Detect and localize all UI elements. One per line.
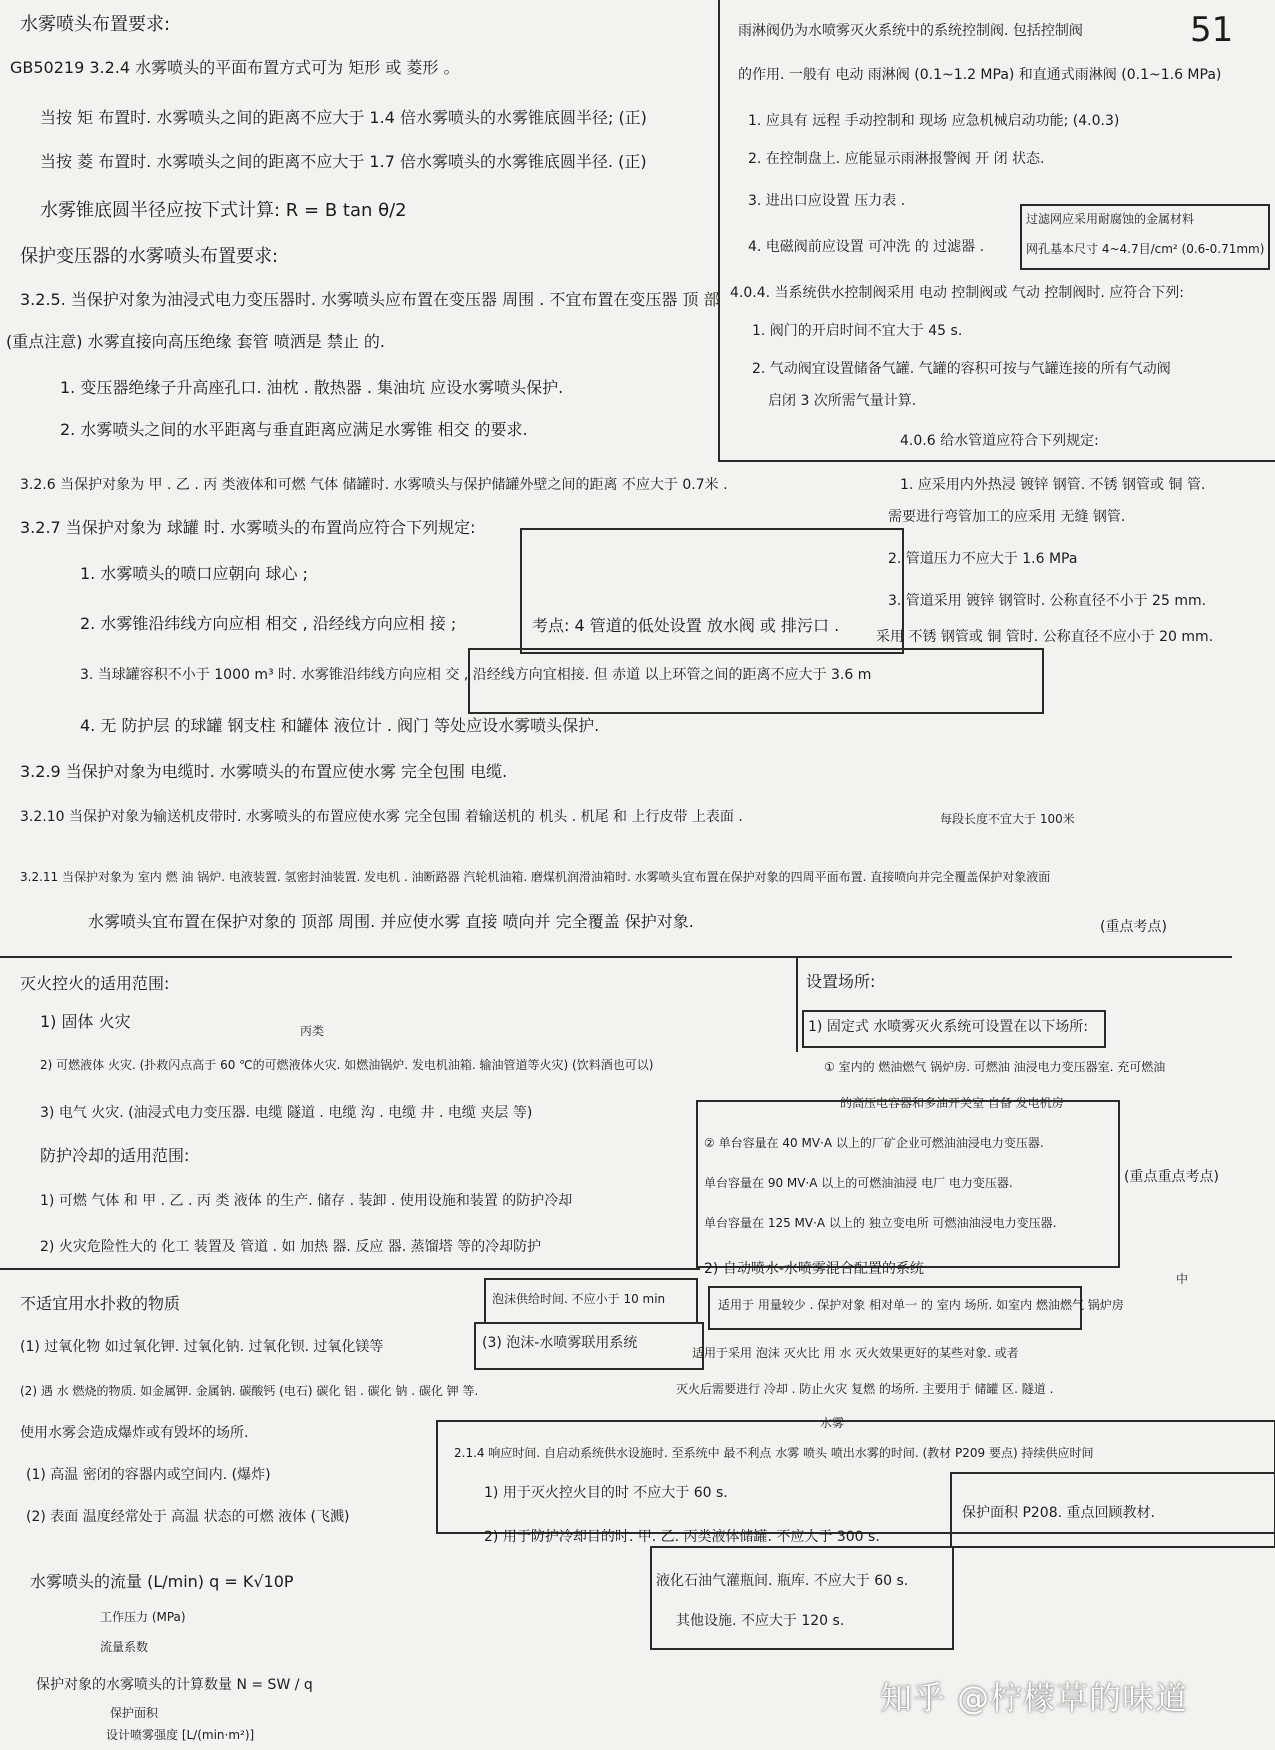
note-line: 2. 管道压力不应大于 1.6 MPa [888, 551, 1078, 567]
key-point-tag: (重点重点考点) [1124, 1169, 1219, 1185]
note-line: 设计喷雾强度 [L/(min·m²)] [106, 1728, 255, 1742]
section-title-locations: 设置场所: [806, 972, 876, 991]
note-line: 3.2.11 当保护对象为 室内 燃 油 锅炉. 电液装置. 氢密封油装置. 发电机 . 油断路器 汽轮机油箱. 磨煤机润滑油箱时. 水雾喷头宜布置在保护对象的四周平面布置. 直接喷向并完全覆盖保护对象液面 [20, 870, 1051, 884]
note-line: 1) 可燃 气体 和 甲 . 乙 . 丙 类 液体 的生产. 储存 . 装卸 . 使用设施和装置 的防护冷却 [40, 1193, 573, 1209]
section-title-transformer: 保护变压器的水雾喷头布置要求: [20, 246, 279, 267]
divider [796, 956, 798, 1052]
section-title-cooling-scope: 防护冷却的适用范围: [40, 1146, 190, 1165]
note-aside: 网孔基本尺寸 4~4.7目/cm² (0.6-0.71mm) [1026, 242, 1265, 256]
note-line: 3) 电气 火灾. (油浸式电力变压器. 电缆 隧道 . 电缆 沟 . 电缆 井 . 电缆 夹层 等) [40, 1105, 533, 1121]
note-line: (1) 高温 密闭的容器内或空间内. (爆炸) [26, 1467, 271, 1483]
formula-count: 保护对象的水雾喷头的计算数量 N = SW / q [36, 1677, 313, 1693]
note-line: 的作用. 一般有 电动 雨淋阀 (0.1~1.2 MPa) 和直通式雨淋阀 (0.1~1.6 MPa) [738, 67, 1222, 83]
section-title-not-water: 不适宜用水扑救的物质 [20, 1294, 181, 1313]
note-line: 2.1.4 响应时间. 自启动系统供水设施时. 至系统中 最不利点 水雾 喷头 喷出水雾的时间. (教材 P209 要点) 持续供应时间 [454, 1446, 1094, 1460]
divider [0, 1268, 700, 1270]
divider [718, 0, 720, 460]
note-box-sphere [468, 648, 1044, 714]
note-line: 启闭 3 次所需气量计算. [768, 393, 917, 409]
note-line: 其他设施. 不应大于 120 s. [676, 1613, 845, 1629]
note-line: 3.2.7 当保护对象为 球罐 时. 水雾喷头的布置尚应符合下列规定: [20, 518, 476, 537]
note-line: (2) 遇 水 燃烧的物质. 如金属钾. 金属钠. 碳酸钙 (电石) 碳化 铝 . 碳化 钠 . 碳化 钾 等. [20, 1384, 479, 1398]
note-line: 3.2.9 当保护对象为电缆时. 水雾喷头的布置应使水雾 完全包围 电缆. [20, 762, 508, 781]
section-title-nozzle-layout: 水雾喷头布置要求: [20, 14, 171, 35]
formula-flow: 水雾喷头的流量 (L/min) q = K√10P [30, 1572, 294, 1591]
note-line: 4. 电磁阀前应设置 可冲洗 的 过滤器 . [748, 239, 985, 255]
note-line: 1. 应具有 远程 手动控制和 现场 应急机械启动功能; (4.0.3) [748, 113, 1120, 129]
note-line: 雨淋阀仍为水喷雾灭火系统中的系统控制阀. 包括控制阀 [738, 23, 1083, 39]
note-line: 3.2.6 当保护对象为 甲 . 乙 . 丙 类液体和可燃 气体 储罐时. 水雾喷头与保护储罐外壁之间的距离 不应大于 0.7米 . [20, 477, 728, 493]
note-line: 考点: 4 管道的低处设置 放水阀 或 排污口 . [532, 616, 840, 635]
note-line: 3. 管道采用 镀锌 钢管时. 公称直径不小于 25 mm. [888, 593, 1207, 609]
divider [718, 460, 1275, 462]
note-line: 2) 火灾危险性大的 化工 装置及 管道 . 如 加热 器. 反应 器. 蒸馏塔 等的冷却防护 [40, 1239, 542, 1255]
note-aside: 每段长度不宜大于 100米 [940, 812, 1075, 826]
note-line: 1) 固体 火灾 [40, 1012, 131, 1031]
note-line: 单台容量在 90 MV·A 以上的可燃油油浸 电厂 电力变压器. [704, 1176, 1013, 1190]
key-point-tag: (重点考点) [1100, 919, 1167, 935]
note-line: (1) 过氧化物 如过氧化钾. 过氧化钠. 过氧化钡. 过氧化镁等 [20, 1339, 384, 1355]
page-number: 51 [1190, 10, 1234, 50]
note-line: 采用 不锈 钢管或 铜 管时. 公称直径不应小于 20 mm. [876, 629, 1214, 645]
note-line: 流量系数 [100, 1640, 149, 1654]
note-line: ② 单台容量在 40 MV·A 以上的厂矿企业可燃油油浸电力变压器. [704, 1136, 1044, 1150]
note-line: 1. 水雾喷头的喷口应朝向 球心 ; [80, 564, 308, 583]
note-line: 2. 水雾喷头之间的水平距离与垂直距离应满足水雾锥 相交 的要求. [60, 420, 528, 439]
note-line: 单台容量在 125 MV·A 以上的 独立变电所 可燃油油浸电力变压器. [704, 1216, 1057, 1230]
note-line: 的高压电容器和多油开关室 自备 发电机房 [840, 1096, 1064, 1110]
note-line: (3) 泡沫-水喷雾联用系统 [482, 1335, 638, 1351]
note-line: 当按 矩 布置时. 水雾喷头之间的距离不应大于 1.4 倍水雾喷头的水雾锥底圆半径; (正) [40, 108, 647, 127]
note-line: 1) 用于灭火控火目的时 不应大于 60 s. [484, 1485, 728, 1501]
note-line: 泡沫供给时间. 不应小于 10 min [492, 1292, 666, 1306]
note-line: 2) 用于防护冷却目的时. 甲. 乙. 丙类液体储罐. 不应大于 300 s. [484, 1529, 880, 1545]
note-aside: 丙类 [300, 1024, 325, 1038]
note-line: 1. 应采用内外热浸 镀锌 钢管. 不锈 钢管或 铜 管. [900, 477, 1206, 493]
section-title-pipes: 4.0.6 给水管道应符合下列规定: [900, 433, 1099, 449]
note-line: 2) 可燃液体 火灾. (扑救闪点高于 60 ℃的可燃液体火灾. 如燃油锅炉. 发电机油箱. 输油管道等火灾) (饮料酒也可以) [40, 1058, 654, 1072]
note-line: 2. 水雾锥沿纬线方向应相 相交 , 沿经线方向应相 接 ; [80, 614, 457, 633]
note-box-other-times [650, 1546, 954, 1650]
note-line: ① 室内的 燃油燃气 锅炉房. 可燃油 油浸电力变压器室. 充可燃油 [824, 1060, 1166, 1074]
note-line: 3.2.10 当保护对象为输送机皮带时. 水雾喷头的布置应使水雾 完全包围 着输送机的 机头 . 机尾 和 上行皮带 上表面 . [20, 809, 743, 825]
note-line: 适用于 用量较少 . 保护对象 相对单一 的 室内 场所. 如室内 燃油燃气 锅炉房 [718, 1298, 1124, 1312]
note-line: 保护面积 P208. 重点回顾教材. [962, 1505, 1155, 1521]
divider [0, 956, 1232, 958]
note-line: 适用于采用 泡沫 灭火比 用 水 灭火效果更好的某些对象. 或者 [692, 1346, 1019, 1360]
note-line: 2. 气动阀宜设置储备气罐. 气罐的容积可按与气罐连接的所有气动阀 [752, 361, 1171, 377]
note-line: 3. 进出口应设置 压力表 . [748, 193, 906, 209]
note-line: 4.0.4. 当系统供水控制阀采用 电动 控制阀或 气动 控制阀时. 应符合下列: [730, 285, 1184, 301]
section-title-extinguish-scope: 灭火控火的适用范围: [20, 974, 170, 993]
note-line: 1. 变压器绝缘子升高座孔口. 油枕 . 散热器 . 集油坑 应设水雾喷头保护. [60, 378, 564, 397]
watermark: 知乎 @柠檬草的味道 [880, 1679, 1189, 1717]
note-line: GB50219 3.2.4 水雾喷头的平面布置方式可为 矩形 或 菱形 。 [10, 58, 460, 77]
note-line: 3.2.5. 当保护对象为油浸式电力变压器时. 水雾喷头应布置在变压器 周围 . 不宜布置在变压器 顶 部 [20, 290, 720, 309]
note-line: 工作压力 (MPa) [100, 1610, 186, 1624]
note-line: (2) 表面 温度经常处于 高温 状态的可燃 液体 (飞溅) [26, 1509, 350, 1525]
note-line: 4. 无 防护层 的球罐 钢支柱 和罐体 液位计 . 阀门 等处应设水雾喷头保护. [80, 716, 600, 735]
note-line: 1) 固定式 水喷雾灭火系统可设置在以下场所: [808, 1019, 1088, 1035]
formula-radius: 水雾锥底圆半径应按下式计算: R = B tan θ/2 [40, 200, 407, 221]
note-line: 1. 阀门的开启时间不宜大于 45 s. [752, 323, 963, 339]
note-aside: 中 [1176, 1272, 1189, 1286]
note-line: 2. 在控制盘上. 应能显示雨淋报警阀 开 闭 状态. [748, 151, 1045, 167]
note-aside: 过滤网应采用耐腐蚀的金属材料 [1026, 212, 1195, 226]
note-line: 2) 自动喷水-水喷雾混合配置的系统 [704, 1261, 924, 1277]
note-line: 水雾喷头宜布置在保护对象的 顶部 周围. 并应使水雾 直接 喷向并 完全覆盖 保护对象. [88, 912, 694, 931]
note-line: (重点注意) 水雾直接向高压绝缘 套管 喷洒是 禁止 的. [6, 332, 386, 351]
note-line: 需要进行弯管加工的应采用 无缝 钢管. [888, 509, 1126, 525]
note-line: 液化石油气灌瓶间. 瓶库. 不应大于 60 s. [656, 1573, 909, 1589]
note-aside: 水雾 [820, 1416, 845, 1430]
note-line: 使用水雾会造成爆炸或有毁坏的场所. [20, 1425, 249, 1441]
note-line: 灭火后需要进行 冷却 . 防止火灾 复燃 的场所. 主要用于 储罐 区. 隧道 . [676, 1382, 1054, 1396]
note-line: 当按 菱 布置时. 水雾喷头之间的距离不应大于 1.7 倍水雾喷头的水雾锥底圆半径. (正) [40, 152, 647, 171]
note-line: 3. 当球罐容积不小于 1000 m³ 时. 水雾锥沿纬线方向应相 交 , 沿经线方向宜相接. 但 赤道 以上环管之间的距离不应大于 3.6 m [80, 667, 872, 683]
note-line: 保护面积 [110, 1706, 159, 1720]
